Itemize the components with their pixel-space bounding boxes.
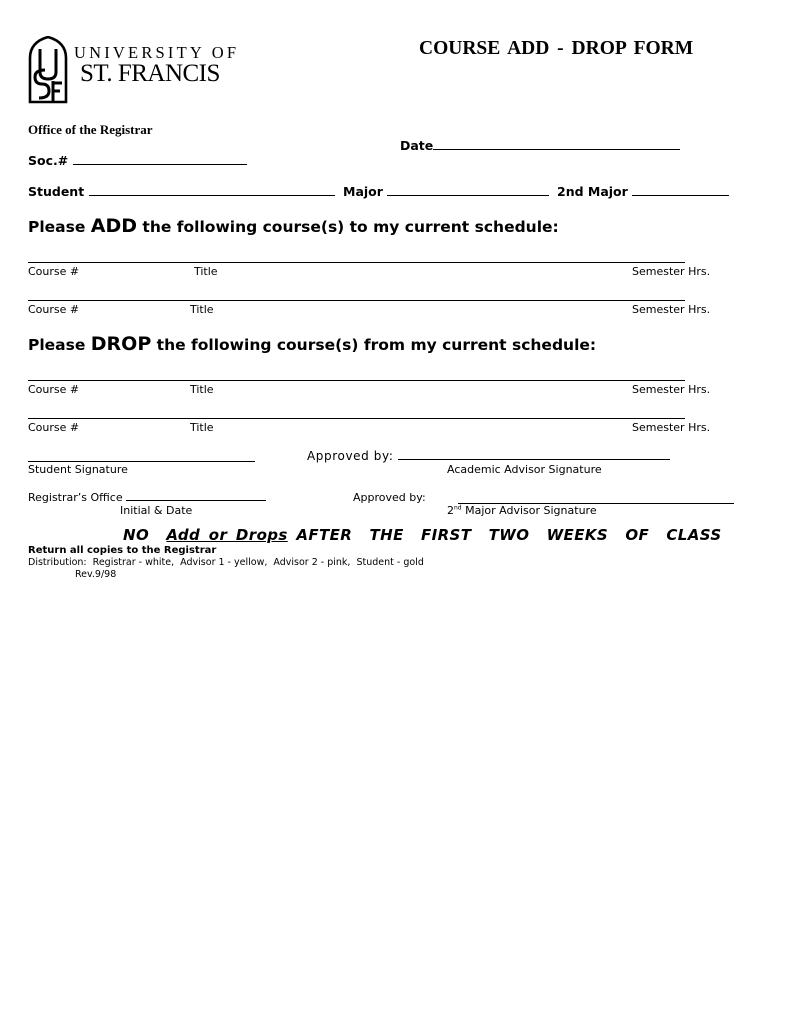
registrars-office-line[interactable] — [126, 491, 266, 501]
approved-by-1-field[interactable] — [307, 449, 670, 463]
deadline-notice — [123, 526, 722, 544]
student-signature-line[interactable] — [28, 461, 255, 462]
drop-row-2-line[interactable] — [28, 418, 685, 419]
major2-field[interactable] — [557, 184, 729, 199]
drop-row-1-course-label: Course # — [28, 383, 80, 396]
date-line[interactable] — [433, 139, 680, 150]
notice-add-drops: Add or Drops — [166, 526, 288, 544]
major-line[interactable] — [387, 185, 549, 196]
major-advisor-signature-label — [447, 504, 597, 517]
major2-label: 2nd Major — [557, 184, 628, 199]
drop-heading — [28, 333, 596, 355]
soc-line[interactable] — [73, 154, 247, 165]
drop-heading-pre: Please — [28, 336, 91, 354]
drop-row-1-title-label: Title — [190, 383, 214, 396]
date-field[interactable] — [400, 138, 680, 153]
major-label: Major — [343, 184, 383, 199]
add-row-2-line[interactable] — [28, 300, 685, 301]
add-heading-post: the following course(s) to my current schedule: — [137, 218, 559, 236]
approved-by-2-label: Approved by: — [353, 491, 426, 504]
major2-line[interactable] — [632, 185, 729, 196]
academic-advisor-signature-label: Academic Advisor Signature — [447, 463, 602, 476]
student-label: Student — [28, 184, 85, 199]
registrars-office-label: Registrar’s Office — [28, 491, 123, 504]
university-logo-monogram — [28, 36, 68, 104]
approved-by-1-line[interactable] — [398, 450, 670, 460]
revision-text: Rev.9/98 — [75, 569, 117, 580]
form-title: COURSE ADD - DROP FORM — [419, 38, 694, 59]
soc-field[interactable] — [28, 153, 247, 168]
add-heading-key: ADD — [90, 215, 138, 237]
logo-university-text: UNIVERSITY OF — [74, 43, 240, 62]
initial-date-label: Initial & Date — [120, 504, 193, 517]
soc-label: Soc.# — [28, 153, 69, 168]
major-advisor-pre: 2 — [447, 504, 454, 517]
add-row-2-hours-label: Semester Hrs. — [632, 303, 711, 316]
major-field[interactable] — [343, 184, 549, 199]
drop-heading-key: DROP — [90, 333, 152, 355]
drop-row-2-hours-label: Semester Hrs. — [632, 421, 711, 434]
logo-name-text: ST. FRANCIS — [80, 60, 220, 87]
drop-row-2-course-label: Course # — [28, 421, 80, 434]
registrars-office-field[interactable] — [28, 491, 266, 504]
major-advisor-sup: nd — [454, 504, 462, 512]
date-label: Date — [400, 138, 434, 153]
add-row-1-line[interactable] — [28, 262, 685, 263]
drop-row-1-hours-label: Semester Hrs. — [632, 383, 711, 396]
drop-row-2-title-label: Title — [190, 421, 214, 434]
add-heading-pre: Please — [28, 218, 91, 236]
drop-row-1-line[interactable] — [28, 380, 685, 381]
add-row-2-course-label: Course # — [28, 303, 80, 316]
approved-by-1-label: Approved by: — [307, 449, 394, 463]
student-line[interactable] — [89, 185, 335, 196]
add-row-2-title-label: Title — [190, 303, 214, 316]
notice-no: NO — [123, 526, 150, 544]
add-row-1-title-label: Title — [194, 265, 218, 278]
add-row-1-course-label: Course # — [28, 265, 80, 278]
add-row-1-hours-label: Semester Hrs. — [632, 265, 711, 278]
notice-rest: AFTER THE FIRST TWO WEEKS OF CLASS — [296, 526, 722, 544]
return-copies-text: Return all copies to the Registrar — [28, 545, 217, 556]
add-heading — [28, 215, 559, 237]
logo-arch-icon — [28, 36, 68, 104]
student-field[interactable] — [28, 184, 335, 199]
distribution-text: Distribution: Registrar - white, Advisor 1 - yellow, Advisor 2 - pink, Student - gold — [28, 557, 424, 568]
student-signature-label: Student Signature — [28, 463, 128, 476]
drop-heading-post: the following course(s) from my current schedule: — [151, 336, 597, 354]
major-advisor-post: Major Advisor Signature — [461, 504, 597, 517]
office-label: Office of the Registrar — [28, 122, 153, 137]
